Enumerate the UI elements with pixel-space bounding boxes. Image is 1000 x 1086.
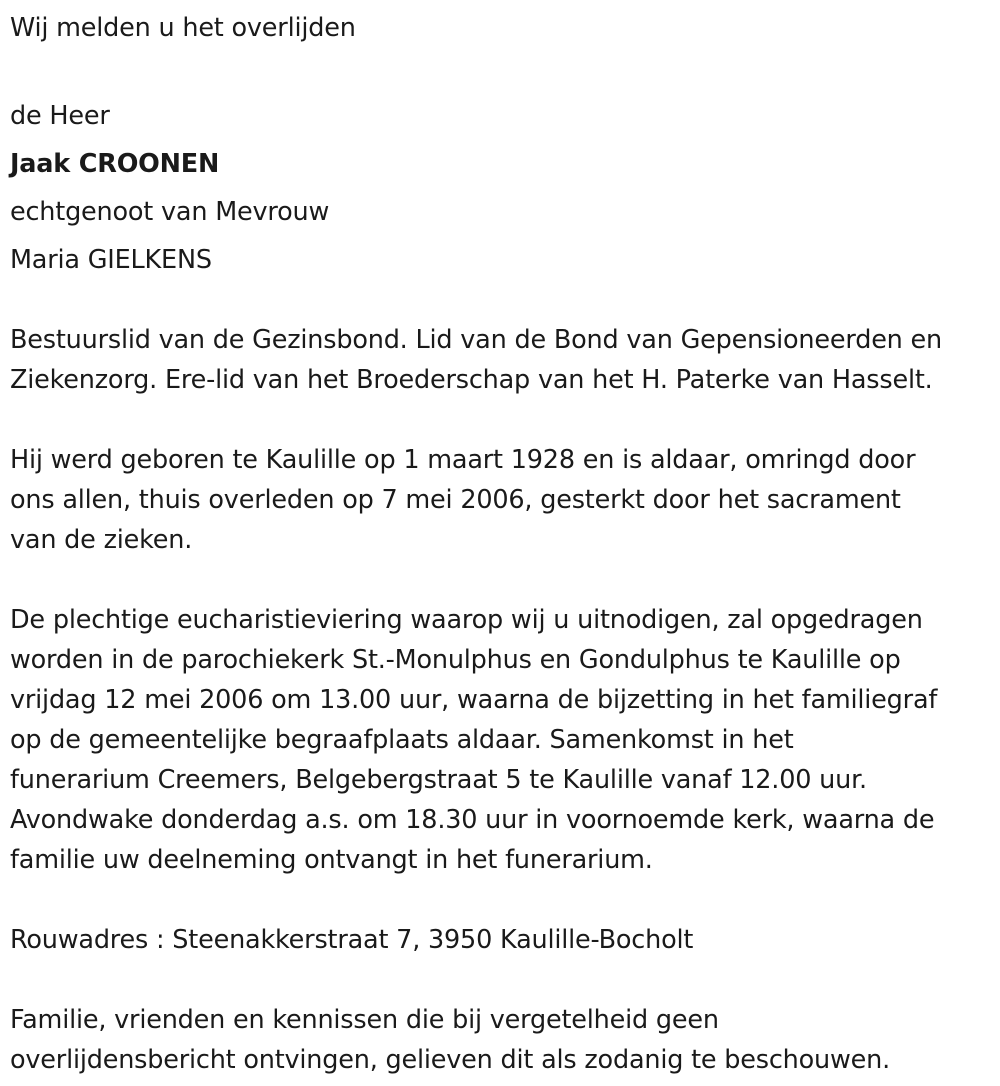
honorific: de Heer [10, 101, 110, 131]
paragraph-line: familie uw deelneming ontvangt in het funerarium. [10, 845, 653, 875]
paragraph-line: Bestuurslid van de Gezinsbond. Lid van de Bond van Gepensioneerden en [10, 325, 943, 355]
paragraph-line: ons allen, thuis overleden op 7 mei 2006, gesterkt door het sacrament [10, 485, 901, 515]
paragraph-line: worden in de parochiekerk St.-Monulphus en Gondulphus te Kaulille op [10, 645, 901, 675]
death-notice [10, 8, 995, 1080]
paragraph-line: van de zieken. [10, 525, 193, 555]
spouse-label: echtgenoot van Mevrouw [10, 197, 330, 227]
birth-death-paragraph [10, 440, 995, 560]
paragraph-line: Hij werd geboren te Kaulille op 1 maart 1928 en is aldaar, omringd door [10, 445, 916, 475]
deceased-name: Jaak CROONEN [10, 149, 220, 179]
ceremony-paragraph [10, 600, 995, 880]
paragraph-line: overlijdensbericht ontvingen, gelieven dit als zodanig te beschouwen. [10, 1045, 891, 1075]
spacer [10, 880, 995, 920]
paragraph-line: op de gemeentelijke begraafplaats aldaar. Samenkomst in het [10, 725, 794, 755]
spacer [10, 48, 995, 88]
paragraph-line: vrijdag 12 mei 2006 om 13.00 uur, waarna de bijzetting in het familiegraf [10, 685, 938, 715]
mourning-address: Rouwadres : Steenakkerstraat 7, 3950 Kaulille-Bocholt [10, 925, 694, 955]
spacer [10, 960, 995, 1000]
spacer [10, 560, 995, 600]
paragraph-line: Familie, vrienden en kennissen die bij vergetelheid geen [10, 1005, 719, 1035]
paragraph-line: Avondwake donderdag a.s. om 18.30 uur in voornoemde kerk, waarna de [10, 805, 935, 835]
paragraph-line: Ziekenzorg. Ere-lid van het Broederschap van het H. Paterke van Hasselt. [10, 365, 933, 395]
spacer [10, 400, 995, 440]
spacer [10, 280, 995, 320]
spouse-name: Maria GIELKENS [10, 245, 212, 275]
closing-paragraph [10, 1000, 995, 1080]
intro-text: Wij melden u het overlijden [10, 13, 356, 43]
memberships-paragraph [10, 320, 995, 400]
paragraph-line: funerarium Creemers, Belgebergstraat 5 te Kaulille vanaf 12.00 uur. [10, 765, 867, 795]
paragraph-line: De plechtige eucharistieviering waarop wij u uitnodigen, zal opgedragen [10, 605, 923, 635]
